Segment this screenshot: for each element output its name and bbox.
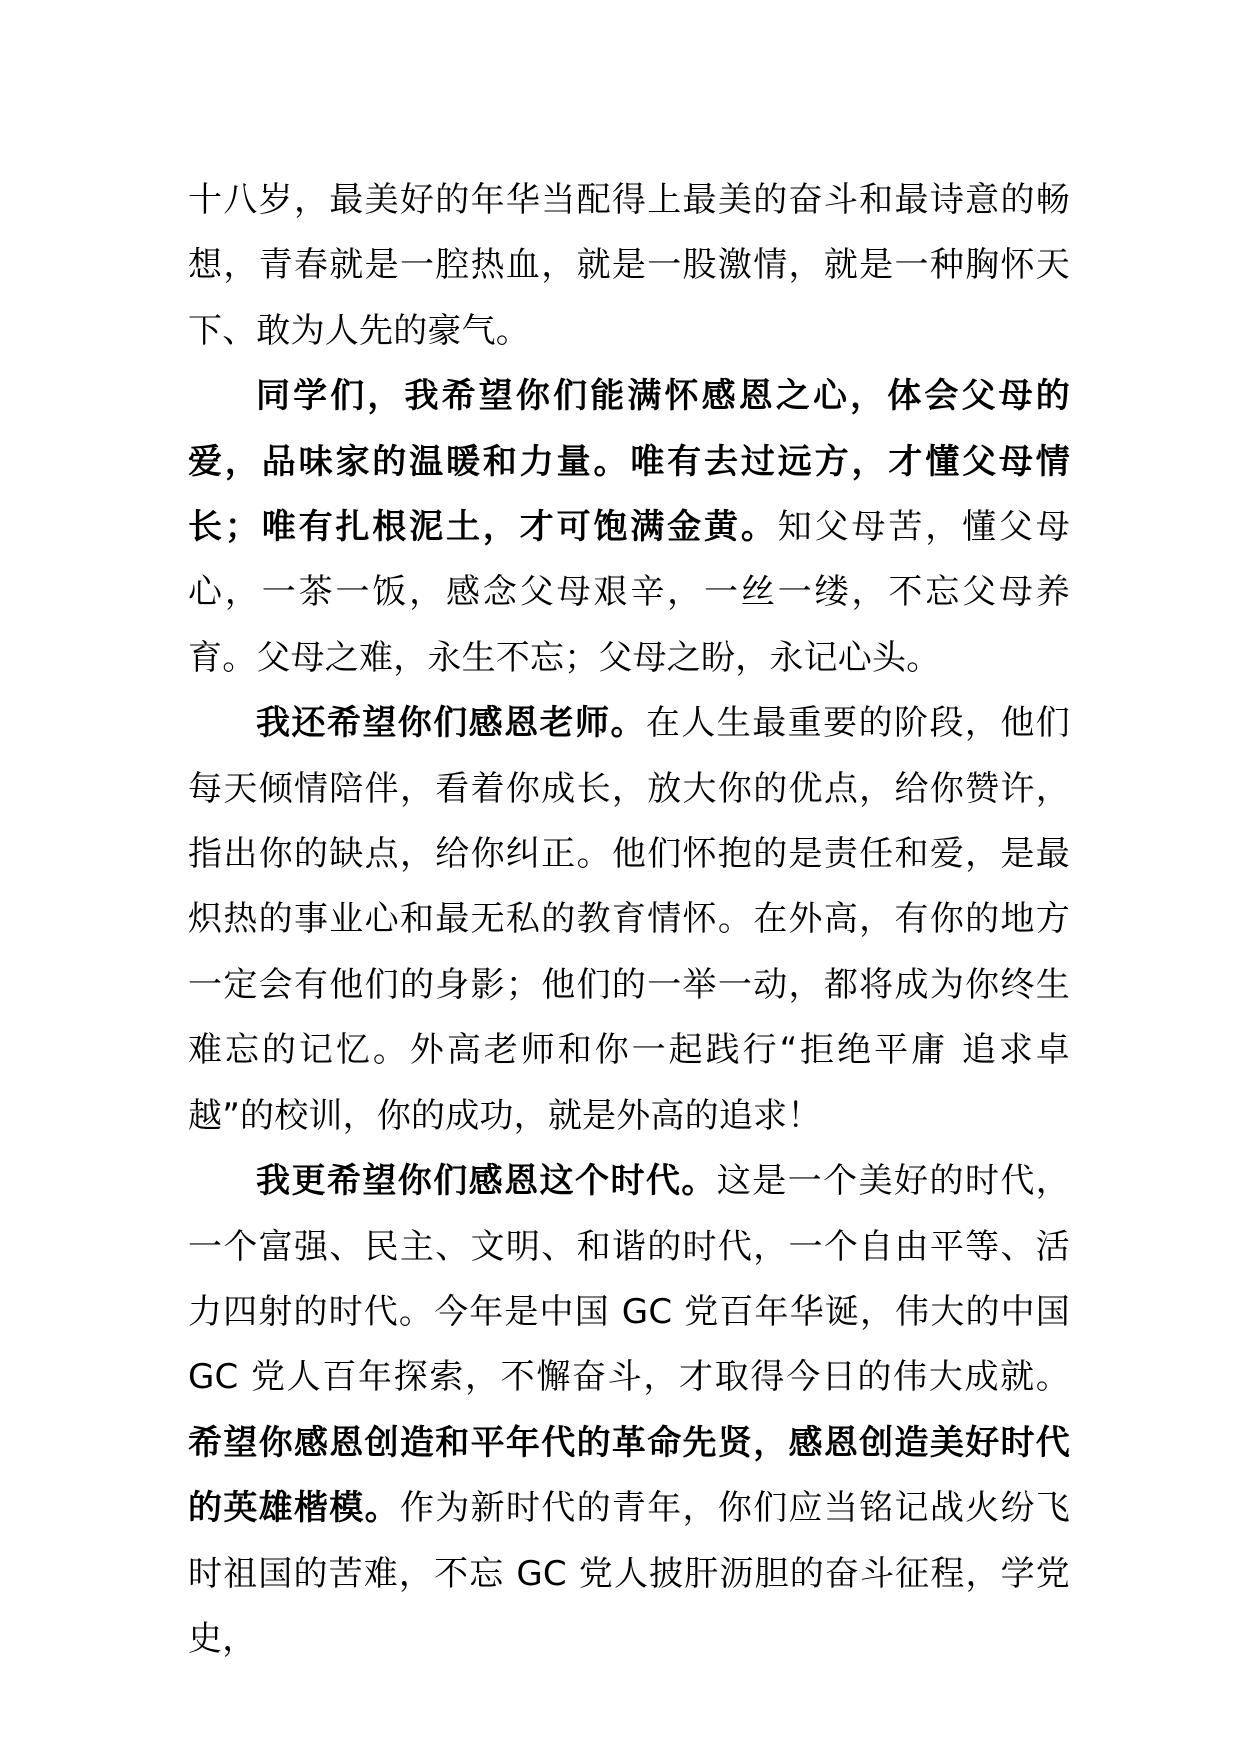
paragraph-emphasis: 我还希望你们感恩老师。 [256,703,646,744]
paragraph-text: 在人生最重要的阶段，他们每天倾情陪伴，看着你成长，放大你的优点，给你赞许，指出你的缺点，给你纠正。他们怀抱的是责任和爱，是最炽热的事业心和最无私的教育情怀。在外高，有你的地方一定会有他们的身影；他们的一举一动，都将成为你终生难忘的记忆。外高老师和你一起践行“拒绝平庸 追求卓越”的校训，你的成功，就是外高的追求！ [188,703,1071,1136]
paragraph-teachers [188,691,1070,1149]
document-page [188,168,1070,1672]
paragraph-text: 这是一个美好的时代，一个富强、民主、文明、和谐的时代，一个自由平等、活力四射的时代。今年是中国 GC 党百年华诞，伟大的中国 GC 党人百年探索，不懈奋斗，才取得今日的伟大成就。 [188,1161,1071,1398]
paragraph-emphasis: 希望你感恩创造和平年代的革命先贤，感恩创造美好时代的英雄楷模。 [188,1422,1070,1529]
paragraph-youth [188,168,1070,364]
paragraph-text: 作为新时代的青年，你们应当铭记战火纷飞时祖国的苦难，不忘 GC 党人披肝沥胆的奋斗征程，学党史， [188,1488,1070,1659]
paragraph-era [188,1149,1070,1672]
paragraph-text: 知父母苦，懂父母心，一茶一饭，感念父母艰辛，一丝一缕，不忘父母养育。父母之难，永生不忘；父母之盼，永记心头。 [188,507,1070,678]
paragraph-emphasis: 我更希望你们感恩这个时代。 [256,1161,717,1202]
paragraph-emphasis: 同学们，我希望你们能满怀感恩之心，体会父母的爱，品味家的温暖和力量。唯有去过远方，才懂父母情长；唯有扎根泥土，才可饱满金黄。 [188,376,1070,548]
paragraph-parents [188,364,1070,691]
paragraph-text: 十八岁，最美好的年华当配得上最美的奋斗和最诗意的畅想，青春就是一腔热血，就是一股激情，就是一种胸怀天下、敢为人先的豪气。 [188,180,1070,351]
